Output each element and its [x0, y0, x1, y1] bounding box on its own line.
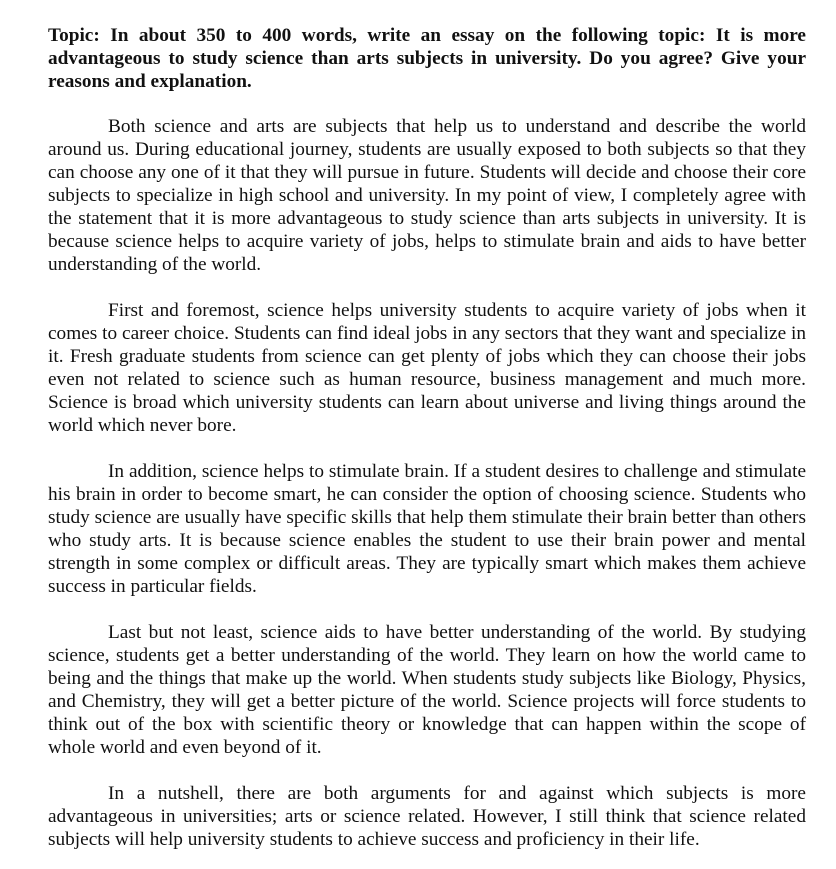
essay-page: [48, 24, 806, 851]
essay-paragraph-jobs: First and foremost, science helps university students to acquire variety of jobs when it comes to career choice. Students can find ideal jobs in any sectors that they want and specialize in it. Fresh graduate students from science can get plenty of jobs which they can choose their jobs even not related to science such as human resource, business management and much more. Science is broad which university students can learn about universe and living things around the world which never bore.: [48, 300, 806, 436]
essay-paragraph-understanding: Last but not least, science aids to have better understanding of the world. By studying science, students get a better understanding of the world. They learn on how the world came to being and the things that make up the world. When students study subjects like Biology, Physics, and Chemistry, they will get a better picture of the world. Science projects will force students to think out of the box with scientific theory or knowledge that can happen within the scope of whole world and even beyond of it.: [48, 622, 806, 758]
essay-paragraph-conclusion: In a nutshell, there are both arguments for and against which subjects is more advantageous in universities; arts or science related. However, I still think that science related subjects will help university students to achieve success and proficiency in their life.: [48, 783, 806, 850]
essay-paragraph-brain: In addition, science helps to stimulate brain. If a student desires to challenge and stimulate his brain in order to become smart, he can consider the option of choosing science. Students who study science are usually have specific skills that help them stimulate their brain better than others who study arts. It is because science enables the student to use their brain power and mental strength in some complex or difficult areas. They are typically smart which makes them achieve success in particular fields.: [48, 461, 806, 597]
essay-topic: Topic: In about 350 to 400 words, write an essay on the following topic: It is more advantageous to study science than arts subjects in university. Do you agree? Give your reasons and explanation.: [48, 25, 806, 92]
essay-paragraph-introduction: Both science and arts are subjects that help us to understand and describe the world around us. During educational journey, students are usually exposed to both subjects so that they can choose any one of it that they will pursue in future. Students will decide and choose their core subjects to specialize in high school and university. In my point of view, I completely agree with the statement that it is more advantageous to study science than arts subjects in university. It is because science helps to acquire variety of jobs, helps to stimulate brain and aids to have better understanding of the world.: [48, 116, 806, 275]
